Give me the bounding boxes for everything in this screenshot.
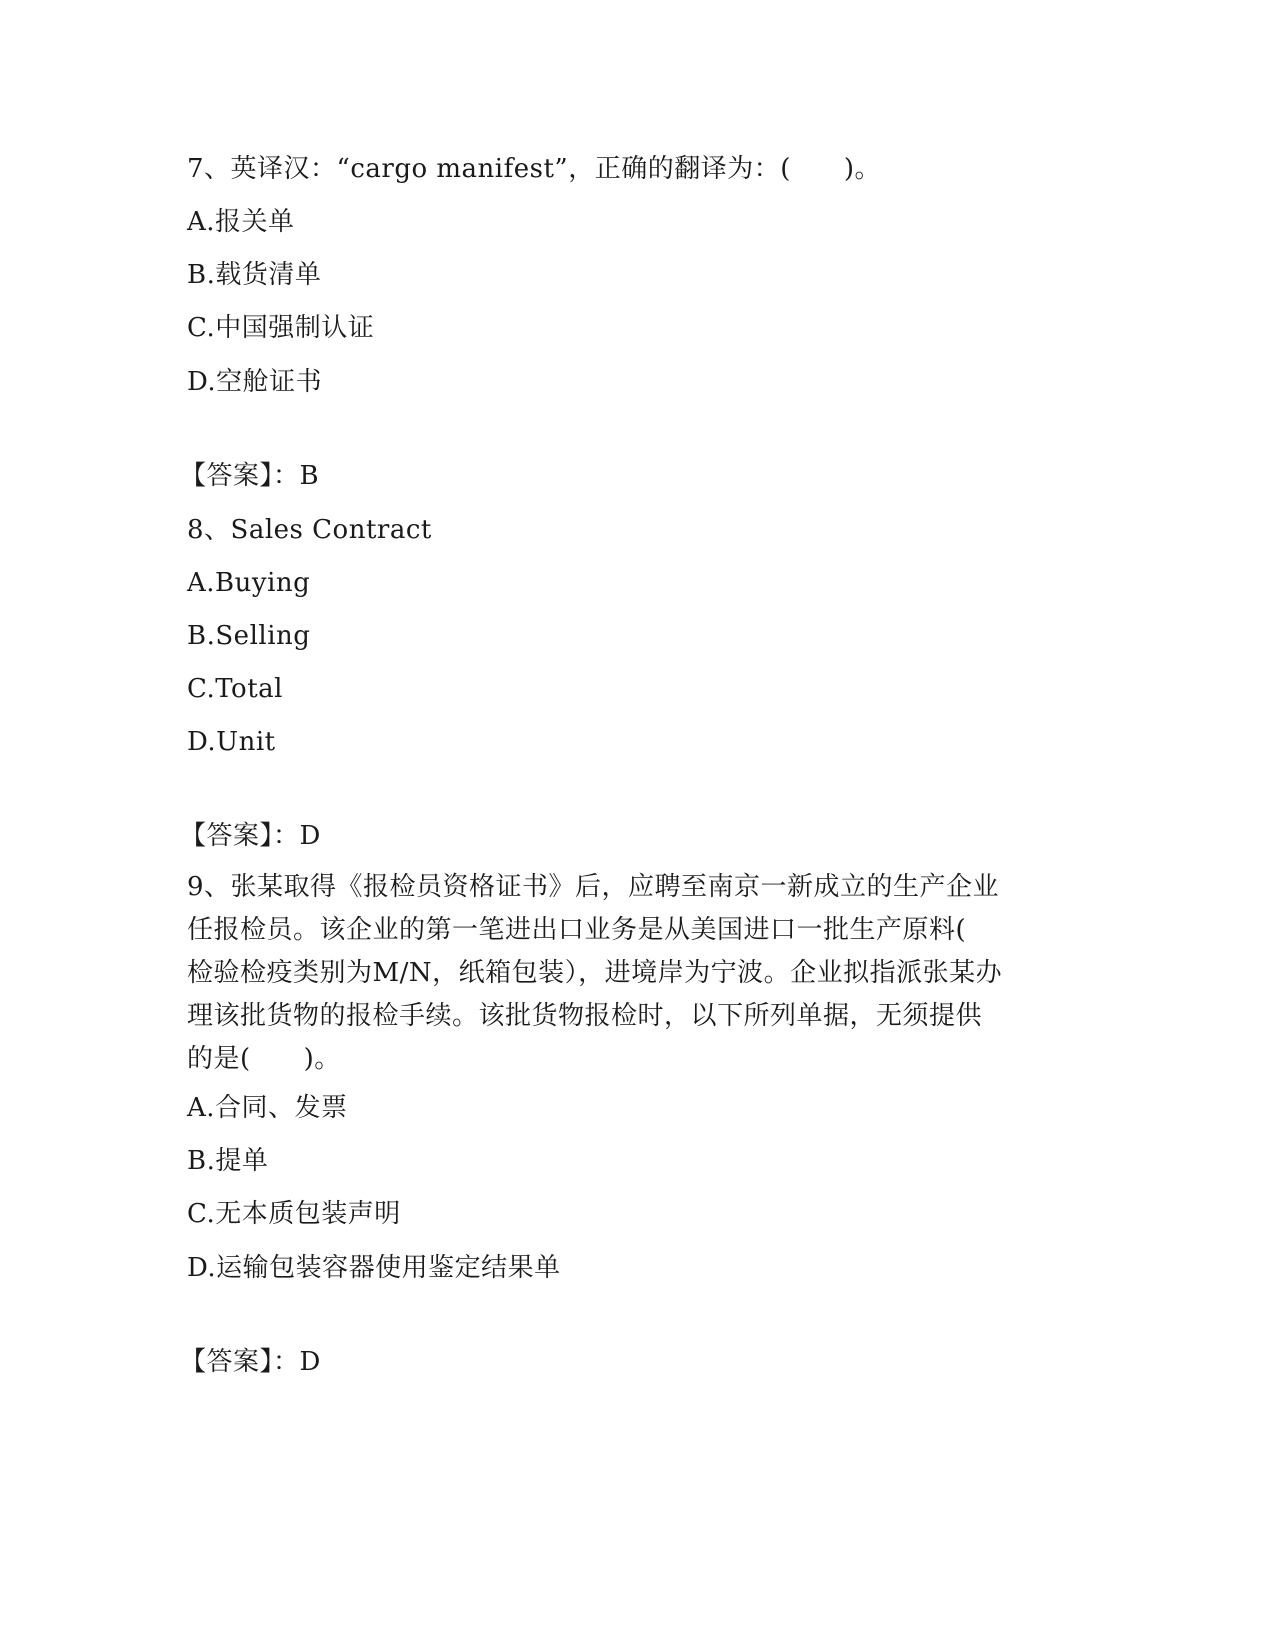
question-7-option-c: C.中国强制认证: [187, 313, 375, 343]
question-8-answer: 【答案】：D: [180, 821, 321, 851]
question-9-stem-line: 理该批货物的报检手续。该批货物报检时，以下所列单据，无须提供: [187, 1001, 983, 1031]
question-9-option-d: D.运输包装容器使用鉴定结果单: [187, 1253, 561, 1283]
question-7-option-b: B.载货清单: [187, 260, 322, 290]
question-8-option-a: A.Buying: [187, 568, 311, 598]
question-9-option-b: B.提单: [187, 1146, 269, 1176]
question-9-stem-line: 9、张某取得《报检员资格证书》后，应聘至南京一新成立的生产企业: [187, 872, 1000, 902]
question-9-stem: [187, 866, 1087, 1081]
question-9-stem-line: 的是( )。: [187, 1044, 341, 1074]
question-7-option-d: D.空舱证书: [187, 367, 323, 397]
question-9-option-a: A.合同、发票: [187, 1093, 348, 1123]
question-7-option-a: A.报关单: [187, 207, 295, 237]
question-9-stem-line: 任报检员。该企业的第一笔进出口业务是从美国进口一批生产原料(: [187, 915, 967, 945]
question-8-option-b: B.Selling: [187, 621, 311, 651]
question-7-answer: 【答案】：B: [180, 461, 320, 491]
question-9-answer: 【答案】：D: [180, 1347, 321, 1377]
question-9-option-c: C.无本质包装声明: [187, 1199, 401, 1229]
question-7-stem: 7、英译汉：“cargo manifest”，正确的翻译为：( )。: [187, 154, 881, 184]
question-8-stem: 8、Sales Contract: [187, 515, 432, 545]
question-8-option-c: C.Total: [187, 674, 283, 704]
question-8-option-d: D.Unit: [187, 727, 276, 757]
question-9-stem-line: 检验检疫类别为M/N，纸箱包装），进境岸为宁波。企业拟指派张某办: [187, 958, 1003, 988]
